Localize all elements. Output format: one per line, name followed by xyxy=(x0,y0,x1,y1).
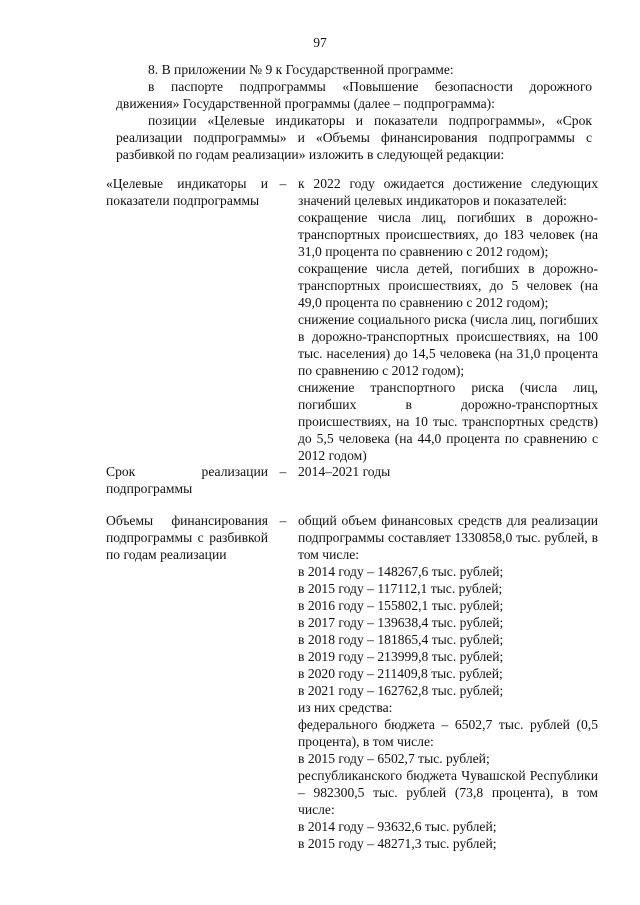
row-value xyxy=(298,175,598,464)
value-line: в 2016 году – 155802,1 тыс. рублей; xyxy=(298,598,504,613)
value-line: снижение транспортного риска (числа лиц, погибших в дорожно-транспортных происшествиях, на 10 тыс. транспортных средств) до 5,5 человека (на 44,0 процента по сравнению с 2012 годом) xyxy=(298,380,598,463)
value-line: в 2018 году – 181865,4 тыс. рублей; xyxy=(298,632,504,647)
value-line: в 2017 году – 139638,4 тыс. рублей; xyxy=(298,615,504,630)
row-dash: – xyxy=(279,176,287,191)
value-line: общий объем финансовых средств для реализации подпрограммы составляет 1330858,0 тыс. рублей, в том числе: xyxy=(298,513,598,562)
value-line: в 2019 году – 213999,8 тыс. рублей; xyxy=(298,649,504,664)
page-number: 97 xyxy=(313,35,327,50)
value-line: в 2021 году – 162762,8 тыс. рублей; xyxy=(298,683,504,698)
value-line: в 2020 году – 211409,8 тыс. рублей; xyxy=(298,666,503,681)
value-line: в 2015 году – 117112,1 тыс. рублей; xyxy=(298,581,503,596)
row-label: Объемы финансирования подпрограммы с разбивкой по годам реализации xyxy=(106,513,268,562)
intro-text xyxy=(116,61,592,163)
row-label: Срок реализации подпрограммы xyxy=(106,464,268,496)
value-line: в 2014 году – 148267,6 тыс. рублей; xyxy=(298,564,504,579)
value-line: к 2022 году ожидается достижение следующих значений целевых индикаторов и показателей: xyxy=(298,176,598,208)
value-line: в 2015 году – 6502,7 тыс. рублей; xyxy=(298,751,490,766)
value-line: из них средства: xyxy=(298,700,393,715)
row-dash: – xyxy=(279,464,287,479)
passport-row-indicators xyxy=(106,175,598,464)
value-line: республиканского бюджета Чувашской Республики – 982300,5 тыс. рублей (73,8 процента), в том числе: xyxy=(298,768,598,817)
value-line: сокращение числа детей, погибших в дорожно-транспортных происшествиях, до 5 человек (на 49,0 процента по сравнению с 2012 годом); xyxy=(298,261,598,310)
intro-paragraph: в паспорте подпрограммы «Повышение безопасности дорожного движения» Государственной программы (далее – подпрограмма): xyxy=(116,79,592,111)
value-line: в 2015 году – 48271,3 тыс. рублей; xyxy=(298,836,497,851)
value-line: в 2014 году – 93632,6 тыс. рублей; xyxy=(298,819,497,834)
row-value xyxy=(298,512,598,852)
value-line: федерального бюджета – 6502,7 тыс. рублей (0,5 процента), в том числе: xyxy=(298,717,598,749)
value-line: сокращение числа лиц, погибших в дорожно-транспортных происшествиях, до 183 человек (на 31,0 процента по сравнению с 2012 годом); xyxy=(298,210,598,259)
row-dash: – xyxy=(279,513,287,528)
passport-row-financing xyxy=(106,512,598,852)
row-value xyxy=(298,463,598,497)
intro-paragraph: 8. В приложении № 9 к Государственной программе: xyxy=(148,62,454,77)
value-line: 2014–2021 годы xyxy=(298,464,391,479)
value-line: снижение социального риска (числа лиц, погибших в дорожно-транспортных происшествиях, на 100 тыс. населения) до 14,5 человека (на 31,0 процента по сравнению с 2012 годом); xyxy=(298,312,598,378)
row-label: «Целевые индикаторы и показатели подпрограммы xyxy=(106,176,268,208)
intro-paragraph: позиции «Целевые индикаторы и показатели подпрограммы», «Срок реализации подпрограммы» и «Объемы финансирования подпрограммы с разбивкой по годам реализации» изложить в следующей редакции: xyxy=(116,113,592,162)
passport-row-period xyxy=(106,463,598,497)
